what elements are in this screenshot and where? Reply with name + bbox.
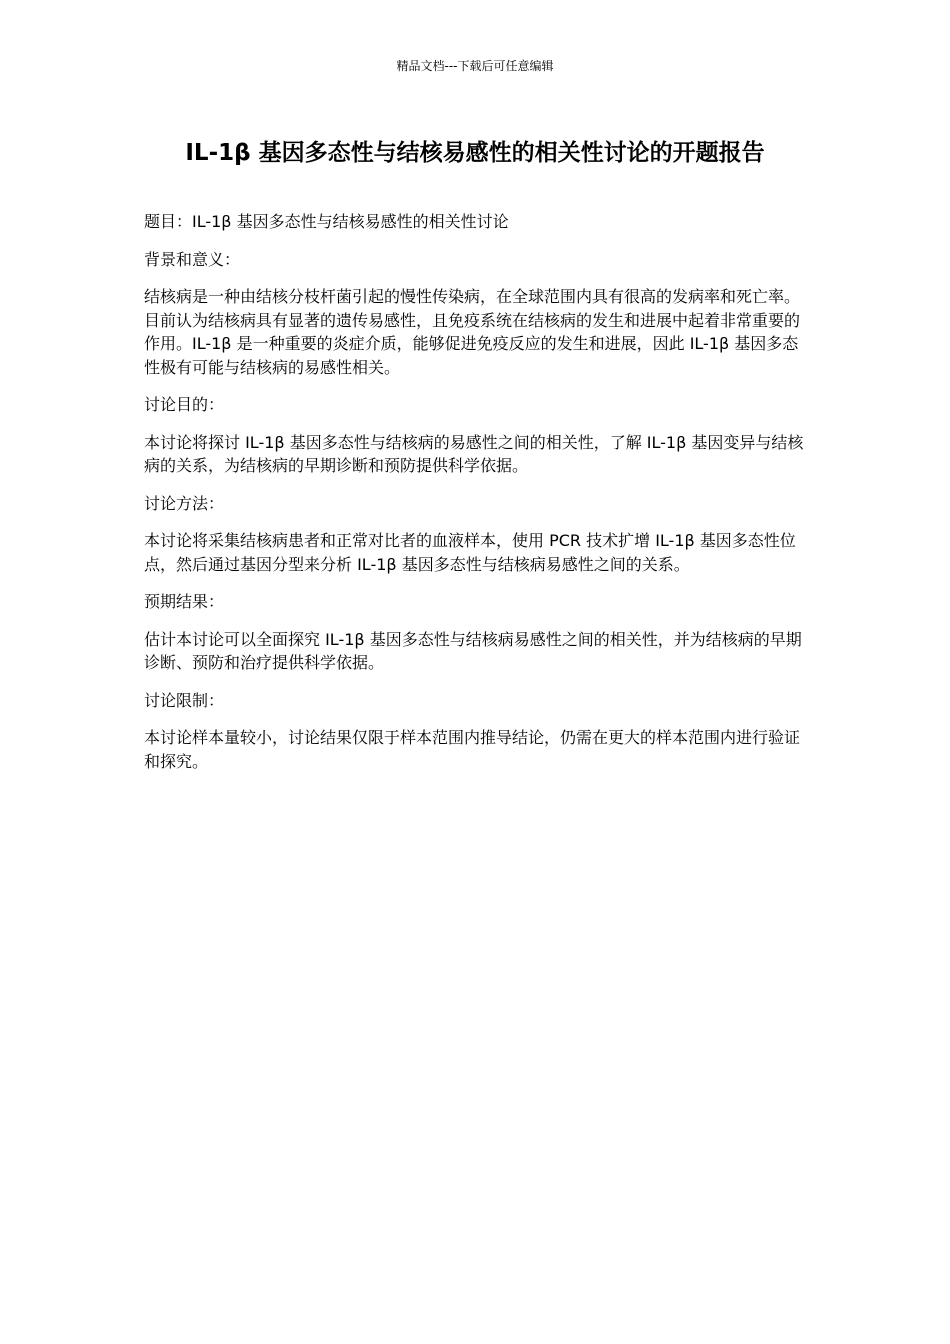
section-body-purpose: 本讨论将探讨 IL-1β 基因多态性与结核病的易感性之间的相关性，了解 IL-1β 基因变异与结核病的关系，为结核病的早期诊断和预防提供科学依据。 xyxy=(144,432,804,475)
section-label-background: 背景和意义： xyxy=(144,249,241,269)
section-label-expected-results: 预期结果： xyxy=(144,592,225,611)
section-label-methods: 讨论方法： xyxy=(144,493,225,513)
section-label-limitations: 讨论限制： xyxy=(144,690,225,710)
document-title: IL-1β 基因多态性与结核易感性的相关性讨论的开题报告 xyxy=(185,140,765,166)
section-body-methods: 本讨论将采集结核病患者和正常对比者的血液样本，使用 PCR 技术扩增 IL-1β 基因多态性位点，然后通过基因分型来分析 IL-1β 基因多态性与结核病易感性之间的关系。 xyxy=(144,531,796,574)
section-body-limitations: 本讨论样本量较小，讨论结果仅限于样本范围内推导结论，仍需在更大的样本范围内进行验证和探究。 xyxy=(144,728,801,771)
section-body-background: 结核病是一种由结核分枝杆菌引起的慢性传染病，在全球范围内具有很高的发病率和死亡率。目前认为结核病具有显著的遗传易感性，且免疫系统在结核病的发生和进展中起着非常重要的作用。IL-1β 是一种重要的炎症介质，能够促进免疫反应的发生和进展，因此 IL-1β 基因多态性极有可能与结核病的易感性相关。 xyxy=(144,287,801,377)
section-label-purpose: 讨论目的： xyxy=(144,395,225,414)
topic-line: 题目：IL-1β 基因多态性与结核易感性的相关性讨论 xyxy=(144,212,509,231)
document-body xyxy=(144,210,808,787)
header-note: 精品文档---下载后可任意编辑 xyxy=(396,59,554,73)
section-body-expected-results: 估计本讨论可以全面探究 IL-1β 基因多态性与结核病易感性之间的相关性，并为结核病的早期诊断、预防和治疗提供科学依据。 xyxy=(144,629,802,672)
